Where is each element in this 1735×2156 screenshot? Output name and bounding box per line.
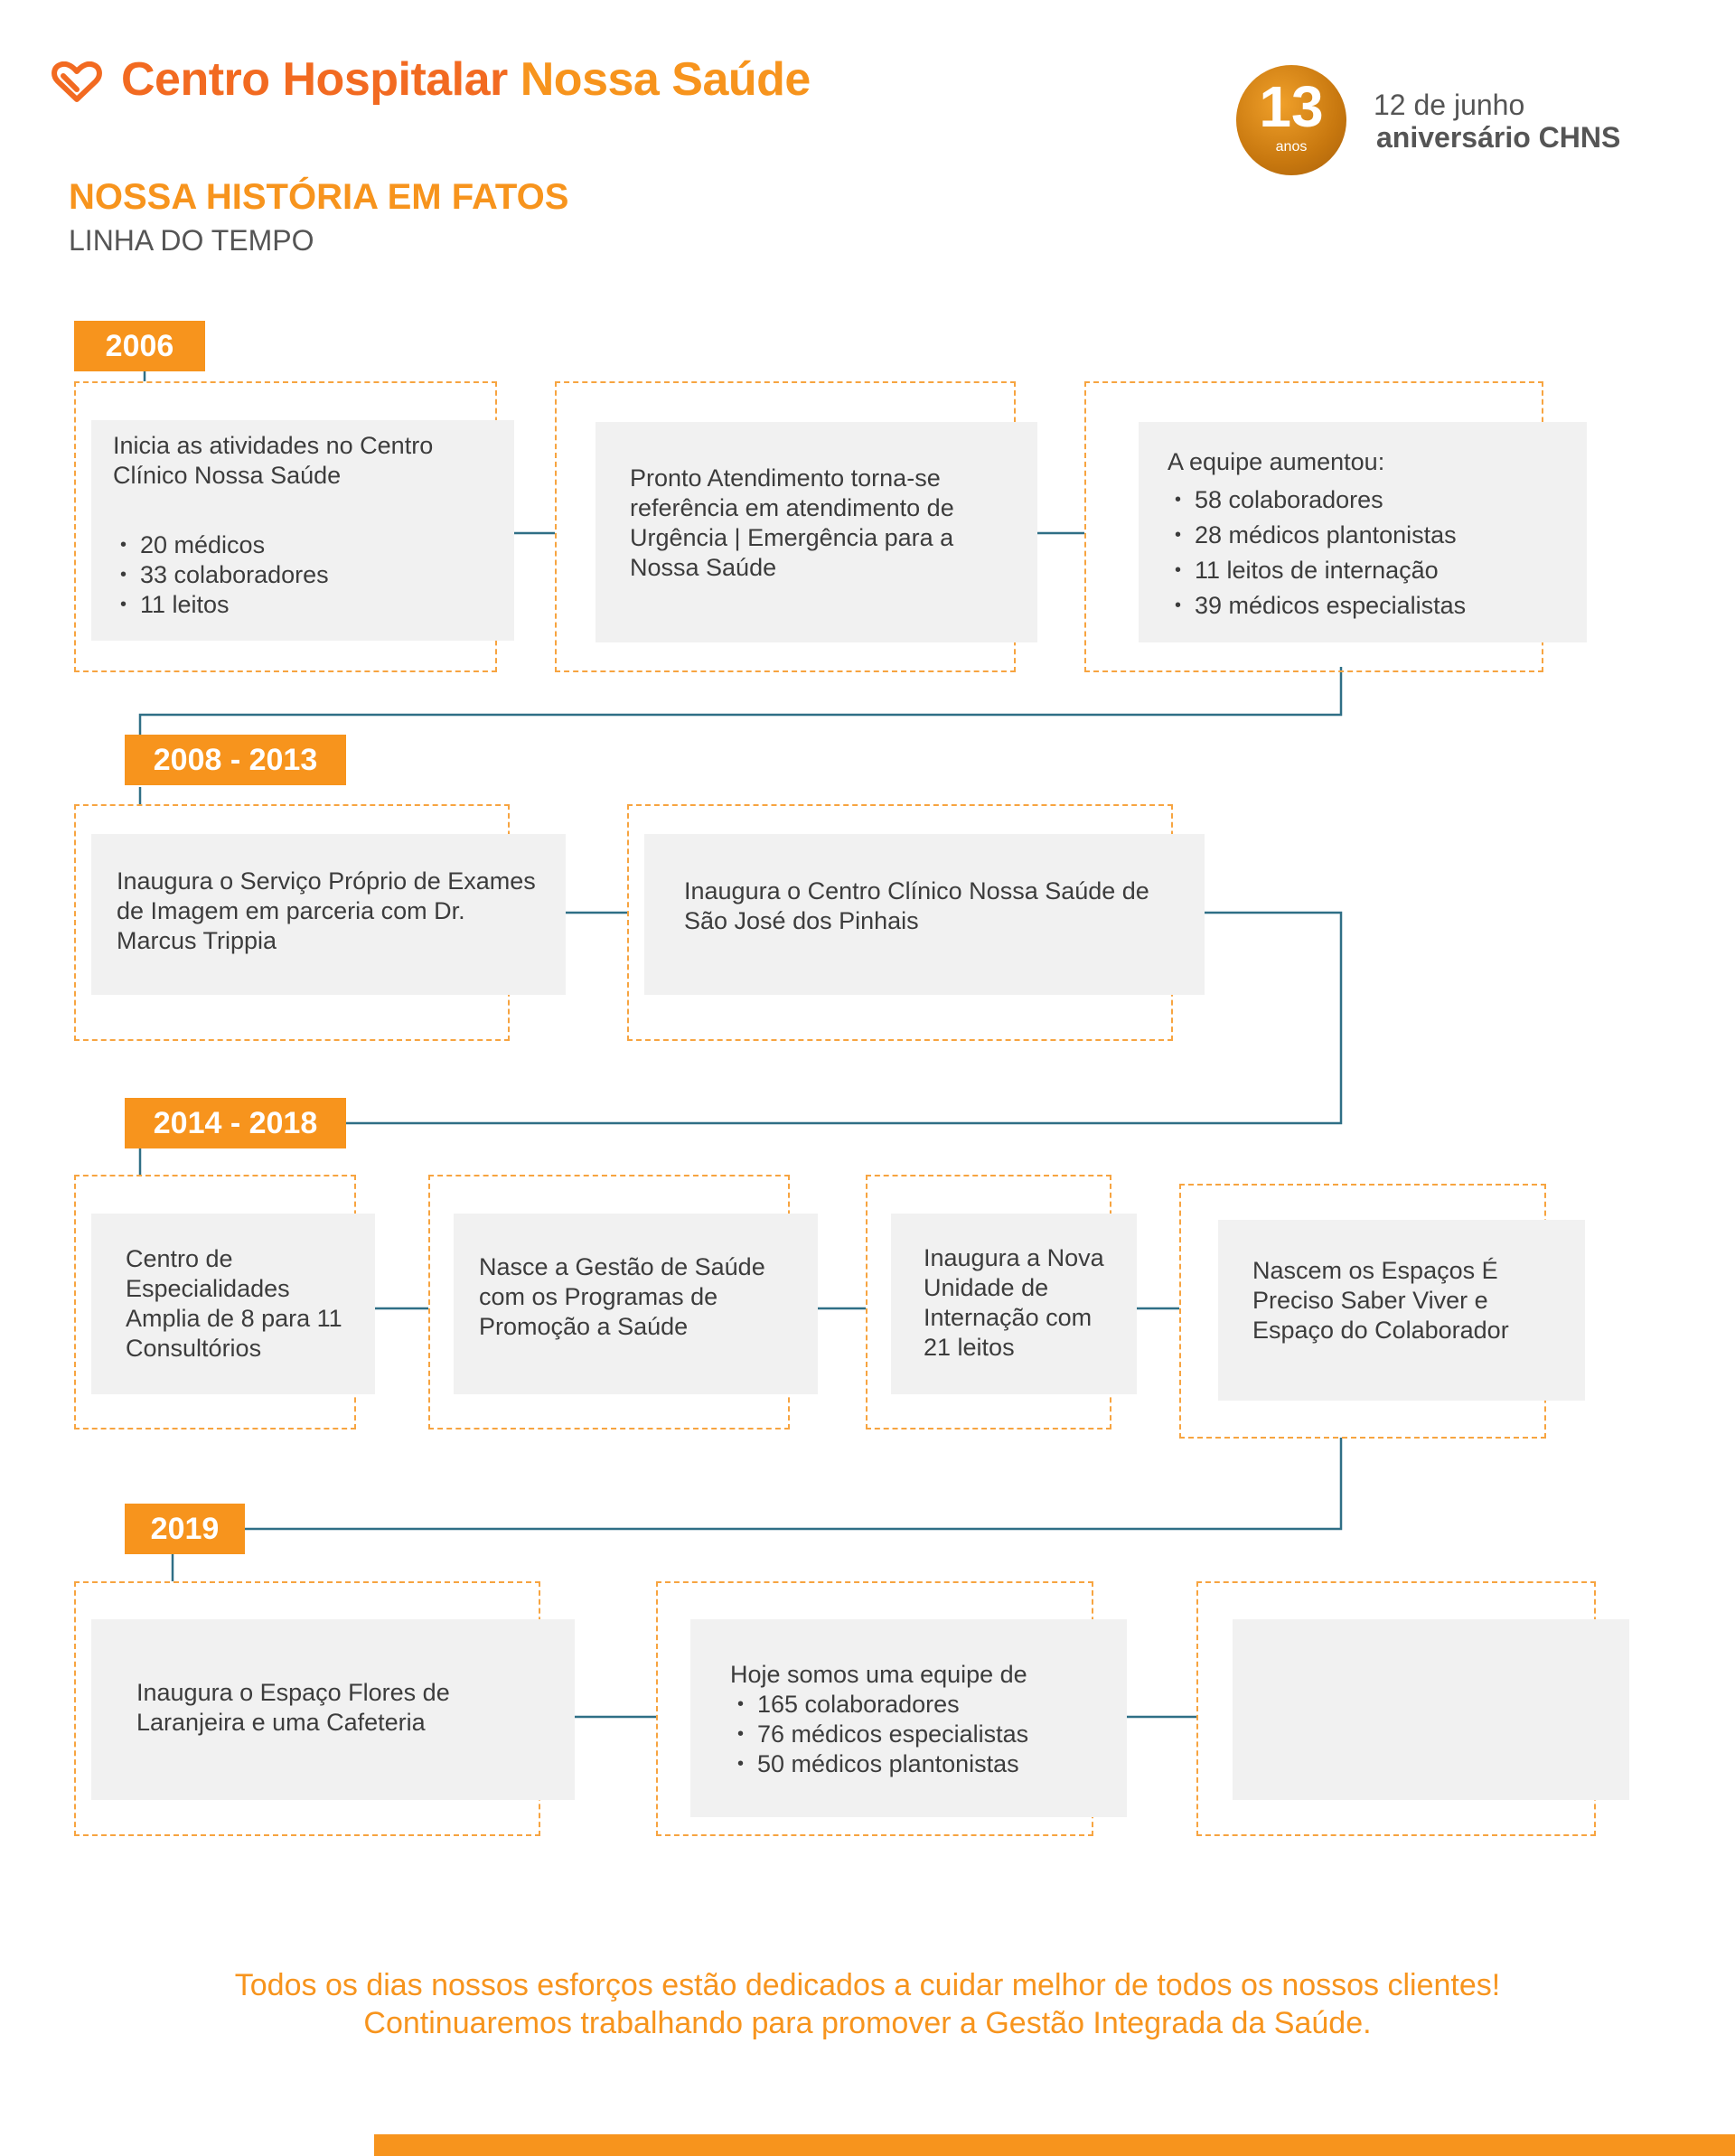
event-card (91, 420, 514, 641)
page-title: NOSSA HISTÓRIA EM FATOS (69, 177, 569, 217)
heart-logo-icon (51, 61, 103, 103)
badge-unit: anos (1275, 139, 1308, 155)
event-list (730, 1690, 1109, 1779)
event-list (1168, 483, 1558, 623)
event-list (113, 530, 492, 620)
footer-line-2: Continuaremos trabalhando para promover a Gestão Integrada da Saúde. (363, 2006, 1372, 2040)
anniversary-name: aniversário CHNS (1376, 121, 1621, 154)
event-card (690, 1619, 1127, 1817)
event-text: A equipe aumentou: (1168, 448, 1385, 475)
event-card (91, 834, 566, 995)
list-item: • 11 leitos (113, 590, 492, 620)
list-item: • 11 leitos de internação (1168, 553, 1558, 588)
bottom-accent-bar (374, 2134, 1735, 2156)
brand-name-part1: Centro Hospitalar (121, 53, 508, 106)
badge-number: 13 (1259, 74, 1324, 139)
event-card (891, 1214, 1137, 1394)
event-card (91, 1214, 375, 1394)
year-label-2019: 2019 (125, 1504, 245, 1554)
event-text: Inaugura o Centro Clínico Nossa Saúde de São José dos Pinhais (684, 877, 1149, 934)
anniversary-date: 12 de junho (1374, 89, 1525, 121)
year-label-2006: 2006 (74, 321, 205, 371)
brand-name-part2: Nossa Saúde (520, 53, 811, 106)
event-card-empty (1233, 1619, 1629, 1800)
list-item: • 165 colaboradores (730, 1690, 1109, 1720)
event-card (454, 1214, 818, 1394)
event-text: Hoje somos uma equipe de (730, 1661, 1027, 1688)
year-label-2008-2013: 2008 - 2013 (125, 735, 346, 785)
event-text: Inaugura o Serviço Próprio de Exames de Imagem em parceria com Dr. Marcus Trippia (117, 867, 536, 954)
event-text: Centro de Especialidades Amplia de 8 para 11 Consultórios (126, 1245, 342, 1362)
event-card (91, 1619, 575, 1800)
event-card (1139, 422, 1587, 642)
list-item: • 50 médicos plantonistas (730, 1749, 1109, 1779)
brand-name (121, 52, 811, 107)
event-card (644, 834, 1205, 995)
event-text: Nascem os Espaços É Preciso Saber Viver e Espaço do Colaborador (1252, 1257, 1509, 1344)
event-card (1218, 1220, 1585, 1401)
list-item: • 28 médicos plantonistas (1168, 518, 1558, 553)
list-item: • 39 médicos especialistas (1168, 588, 1558, 623)
list-item: • 76 médicos especialistas (730, 1720, 1109, 1749)
event-text: Pronto Atendimento torna-se referência em atendimento de Urgência | Emergência para a Nossa Saúde (630, 464, 954, 581)
event-card (596, 422, 1037, 642)
event-text: Inicia as atividades no Centro Clínico Nossa Saúde (113, 432, 434, 489)
list-item: • 33 colaboradores (113, 560, 492, 590)
event-text: Inaugura o Espaço Flores de Laranjeira e uma Cafeteria (136, 1679, 450, 1736)
page-subtitle: LINHA DO TEMPO (69, 224, 314, 257)
event-text: Nasce a Gestão de Saúde com os Programas de Promoção a Saúde (479, 1253, 765, 1340)
year-label-2014-2018: 2014 - 2018 (125, 1098, 346, 1148)
list-item: • 20 médicos (113, 530, 492, 560)
event-text: Inaugura a Nova Unidade de Internação com 21 leitos (924, 1244, 1104, 1361)
anniversary-badge (1236, 65, 1346, 175)
footer-line-1: Todos os dias nossos esforços estão dedicados a cuidar melhor de todos os nossos clientes! (234, 1968, 1501, 2002)
list-item: • 58 colaboradores (1168, 483, 1558, 518)
